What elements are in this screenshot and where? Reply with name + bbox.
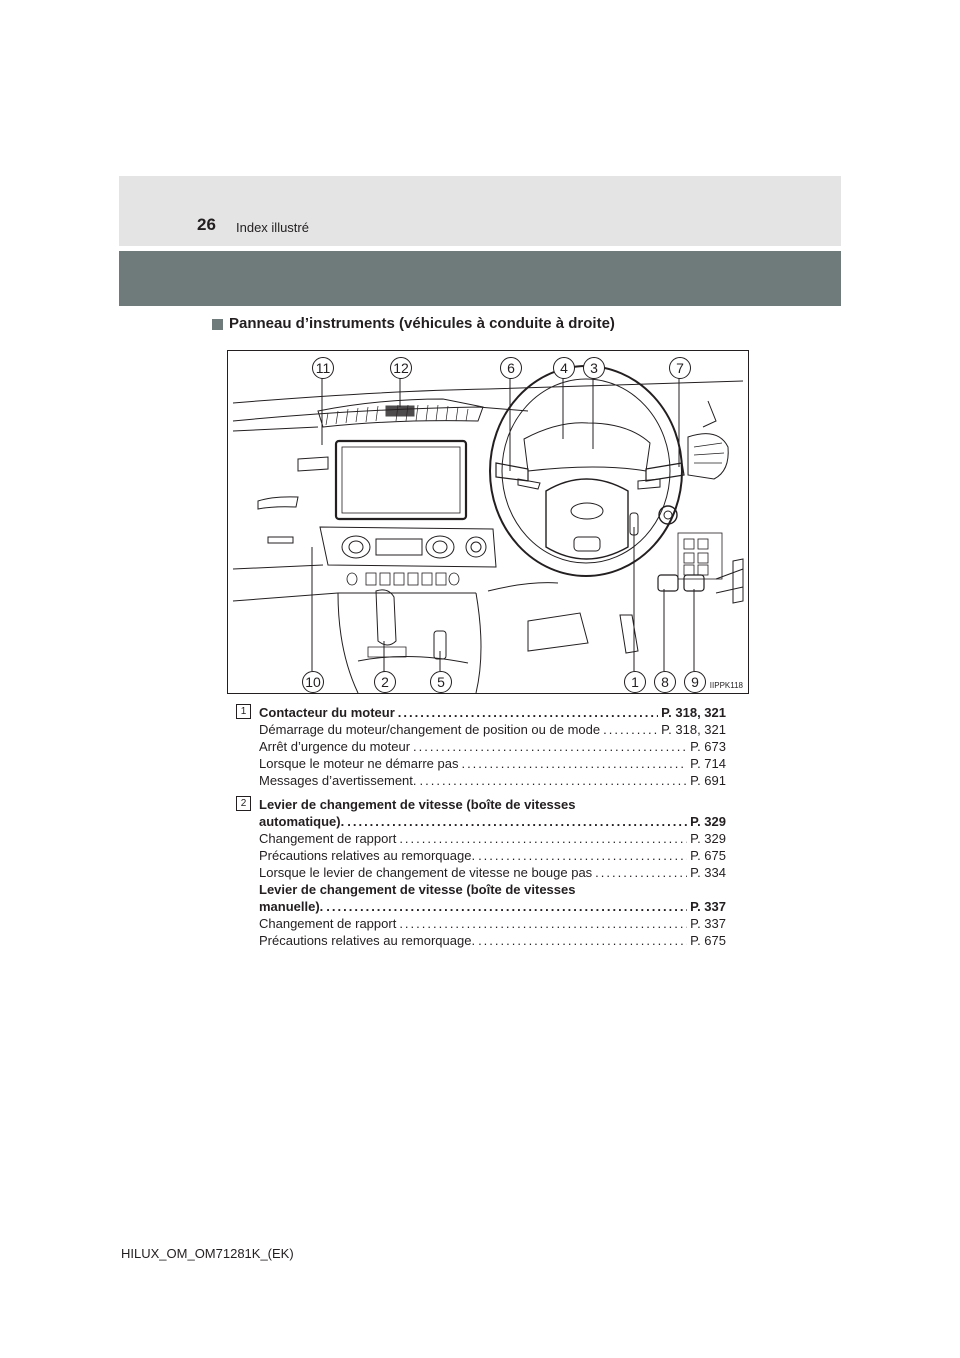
dot-leader <box>326 898 687 915</box>
page-reference[interactable]: P. 675 <box>690 933 726 948</box>
callout-6: 6 <box>500 357 522 379</box>
entry-line <box>259 738 726 755</box>
instrument-panel-figure <box>227 350 749 694</box>
entry-text: Arrêt d’urgence du moteur <box>259 739 411 754</box>
dot-leader <box>603 721 658 738</box>
entry-line <box>259 881 726 898</box>
callout-10: 10 <box>302 671 324 693</box>
entry-line <box>259 864 726 881</box>
section-title: Panneau d’instruments (véhicules à conduite à droite) <box>229 315 615 332</box>
page-reference[interactable]: P. 318, 321 <box>661 705 726 720</box>
page-reference[interactable]: P. 673 <box>690 739 726 754</box>
page-reference[interactable]: P. 714 <box>690 756 726 771</box>
callout-2: 2 <box>374 671 396 693</box>
entry-text: Messages d’avertissement. <box>259 773 417 788</box>
page-reference[interactable]: P. 329 <box>690 814 726 829</box>
section-square-icon <box>212 319 223 330</box>
entry-text: Lorsque le moteur ne démarre pas <box>259 756 459 771</box>
entry-line <box>259 898 726 915</box>
entry-line <box>259 772 726 789</box>
dot-leader <box>595 864 687 881</box>
entry-text: Levier de changement de vitesse (boîte de vitesses <box>259 882 576 897</box>
page-reference[interactable]: P. 318, 321 <box>661 722 726 737</box>
entry-line <box>259 915 726 932</box>
dot-leader <box>478 932 687 949</box>
header-band <box>119 176 841 246</box>
entry-line <box>259 755 726 772</box>
entry-line <box>259 704 726 721</box>
header-dark-band <box>119 251 841 306</box>
dot-leader <box>347 813 687 830</box>
dot-leader <box>399 830 687 847</box>
page-reference[interactable]: P. 691 <box>690 773 726 788</box>
entry-number-badge: 2 <box>236 796 251 811</box>
dot-leader <box>420 772 688 789</box>
callout-8: 8 <box>654 671 676 693</box>
running-title: Index illustré <box>236 220 309 235</box>
page-number: 26 <box>197 215 216 234</box>
callout-1: 1 <box>624 671 646 693</box>
entry-line <box>259 796 726 813</box>
callout-3: 3 <box>583 357 605 379</box>
entry-text: Démarrage du moteur/changement de position ou de mode <box>259 722 601 737</box>
entry-text: Changement de rapport <box>259 831 397 846</box>
callout-5: 5 <box>430 671 452 693</box>
page-reference[interactable]: P. 337 <box>690 916 726 931</box>
callout-9: 9 <box>684 671 706 693</box>
entry-text: Levier de changement de vitesse (boîte de vitesses <box>259 797 576 812</box>
entry-line <box>259 813 726 830</box>
index-entry <box>236 796 726 949</box>
dot-leader <box>461 755 687 772</box>
entry-line <box>259 830 726 847</box>
entry-text: Précautions relatives au remorquage. <box>259 933 476 948</box>
entry-text: Contacteur du moteur <box>259 705 395 720</box>
entry-line <box>259 847 726 864</box>
page-reference[interactable]: P. 334 <box>690 865 726 880</box>
callout-7: 7 <box>669 357 691 379</box>
document-code: HILUX_OM_OM71281K_(EK) <box>121 1246 294 1261</box>
page-reference[interactable]: P. 337 <box>690 899 726 914</box>
entry-text: Changement de rapport <box>259 916 397 931</box>
dot-leader <box>478 847 687 864</box>
dot-leader <box>399 915 687 932</box>
entry-text: automatique). <box>259 814 345 829</box>
entry-text: Précautions relatives au remorquage. <box>259 848 476 863</box>
entry-line <box>259 721 726 738</box>
index-entry <box>236 704 726 789</box>
callout-11: 11 <box>312 357 334 379</box>
entry-line <box>259 932 726 949</box>
entry-text: manuelle). <box>259 899 324 914</box>
dot-leader <box>413 738 687 755</box>
entry-number-badge: 1 <box>236 704 251 719</box>
page-reference[interactable]: P. 675 <box>690 848 726 863</box>
dot-leader <box>398 704 658 721</box>
callout-4: 4 <box>553 357 575 379</box>
entry-text: Lorsque le levier de changement de vitesse ne bouge pas <box>259 865 593 880</box>
callout-12: 12 <box>390 357 412 379</box>
page-reference[interactable]: P. 329 <box>690 831 726 846</box>
entry-list <box>236 704 726 956</box>
figure-code: IIPPK118 <box>709 681 743 690</box>
